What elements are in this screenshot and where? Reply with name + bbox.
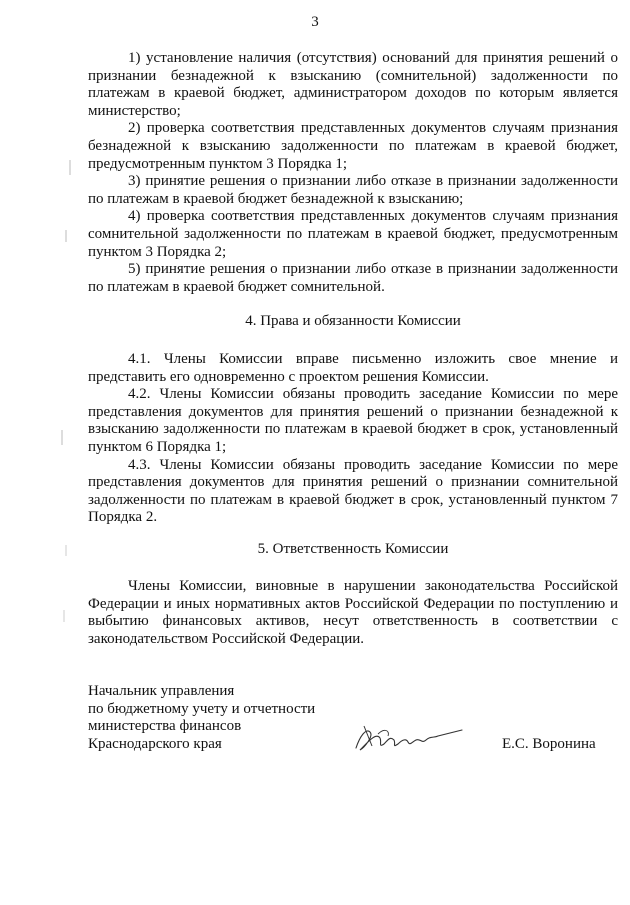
signatory-title-line: Начальник управления — [88, 683, 235, 699]
section-rights-body — [88, 351, 618, 527]
paragraph: 4.3. Члены Комиссии обязаны проводить заседание Комиссии по мере представления документов для принятия решений о признании сомнительной задолженности по платежам в краевой бюджет в срок, установленный пунктом 7 Порядка 2. — [88, 456, 618, 526]
signatory-name: Е.С. Воронина — [502, 736, 596, 752]
list-item: 2) проверка соответствия представленных документов случаям признания безнадежной к взысканию задолженности по платежам в краевой бюджет, предусмотренным пунктом 3 Порядка 1; — [88, 120, 618, 172]
list-item: 3) принятие решения о признании либо отказе в признании задолженности по платежам в краевой бюджет безнадежной к взысканию; — [88, 173, 618, 207]
paragraph: 4.2. Члены Комиссии обязаны проводить заседание Комиссии по мере представления документов для принятия решений о признании безнадежной к взысканию задолженности по платежам в краевой бюджет в срок, установленный пунктом 6 Порядка 1; — [88, 386, 618, 455]
section-responsibility-body — [88, 578, 618, 648]
paragraph: Члены Комиссии, виновные в нарушении законодательства Российской Федерации и иных нормативных актов Российской Федерации по поступлению и выбытию финансовых активов, несут ответственность в соответствии с законодательством Российской Федерации. — [88, 578, 618, 647]
intro-list — [88, 50, 618, 296]
signatory-title-line: по бюджетному учету и отчетности — [88, 700, 316, 717]
paragraph: 4.1. Члены Комиссии вправе письменно изложить свое мнение и представить его одновременно с проектом решения Комиссии. — [88, 351, 618, 385]
page-number: 3 — [311, 14, 319, 30]
section-heading-responsibility: 5. Ответственность Комиссии — [257, 541, 449, 557]
section-heading-rights: 4. Права и обязанности Комиссии — [245, 313, 461, 329]
handwritten-signature — [350, 718, 470, 758]
signatory-title — [88, 683, 315, 753]
signatory-title-line: министерства финансов — [88, 718, 242, 735]
signatory-title-line: Краснодарского края — [88, 735, 222, 752]
list-item: 1) установление наличия (отсутствия) оснований для принятия решений о признании безнадежной к взысканию (сомнительной) задолженности по платежам в краевой бюджет, администратором доходов по которым является министерство; — [88, 50, 618, 119]
list-item: 4) проверка соответствия представленных документов случаям признания сомнительной задолженности по платежам в краевой бюджет, предусмотренным пунктом 3 Порядка 2; — [88, 208, 618, 260]
list-item: 5) принятие решения о признании либо отказе в признании задолженности по платежам в краевой бюджет сомнительной. — [88, 261, 618, 295]
